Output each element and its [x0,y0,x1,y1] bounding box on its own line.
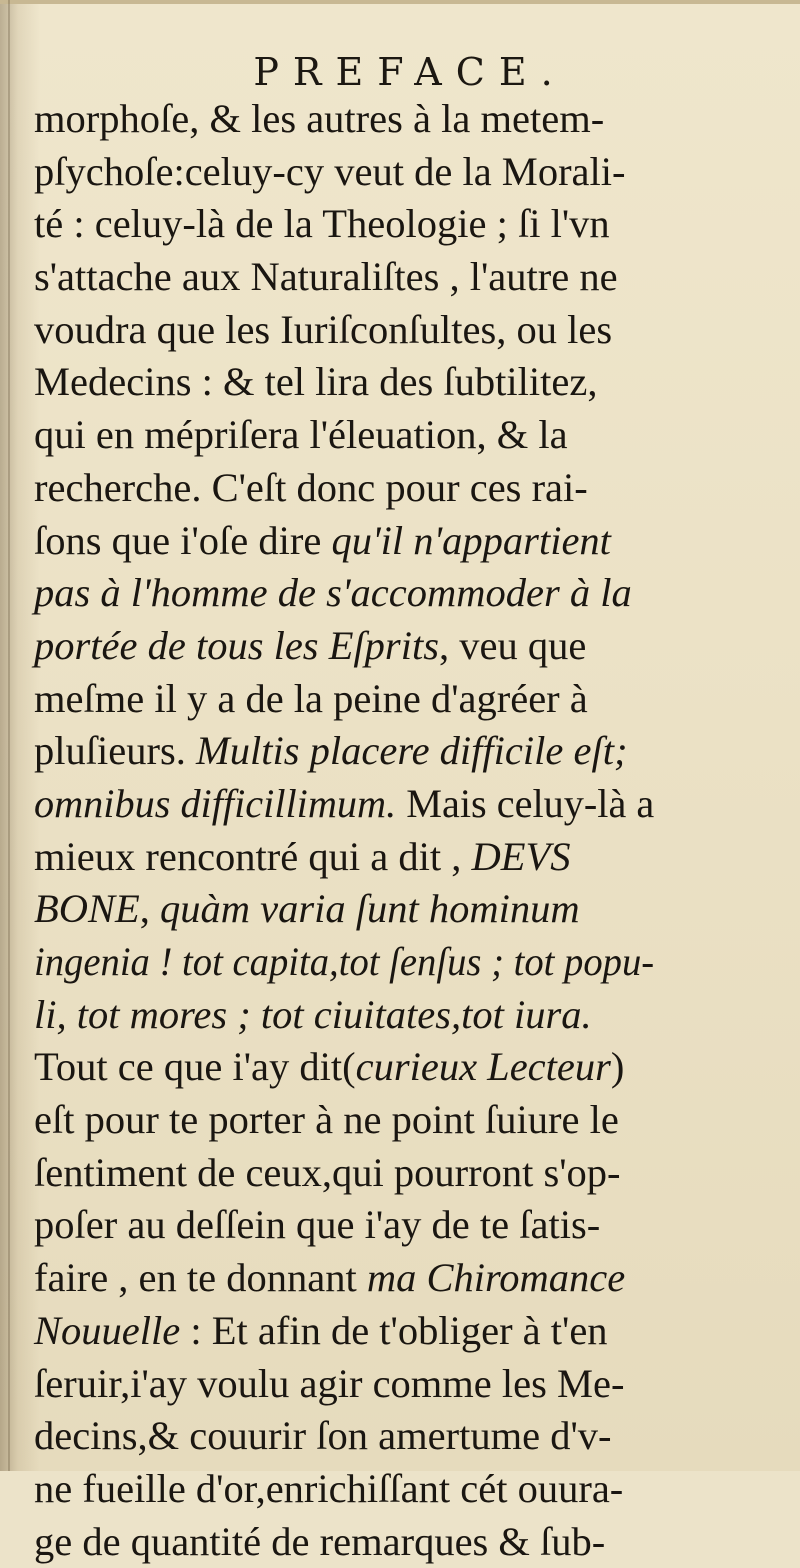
roman-span: faire , en te donnant [34,1255,367,1301]
text-line [34,1094,654,1147]
text-line [34,778,655,831]
text-line [34,409,654,462]
roman-span: meſme il y a de la peine d'agréer à [34,675,588,721]
roman-span: s'attache aux Naturaliſtes , l'autre ne [34,254,618,300]
text-line [34,936,655,989]
roman-span: , veu que [438,622,587,668]
text-line [34,462,654,515]
roman-span: ge de quantité de remarques & ſub- [34,1518,606,1564]
text-line [34,1305,654,1358]
text-line [34,198,654,251]
roman-span: ) [610,1044,625,1090]
italic-span: DEVS [471,833,571,879]
text-line [34,251,654,304]
text-line [34,356,654,409]
text-line [34,989,654,1042]
roman-span: ſentiment de ceux,qui pourront s'op- [34,1149,621,1195]
italic-span: Nouuelle [34,1307,181,1353]
text-line [34,146,654,199]
roman-span: té : celuy-là de la Theologie ; ſi l'vn [34,201,610,247]
roman-span: : Et afin de t'obliger à t'en [180,1307,608,1353]
roman-span: Tout ce que i'ay dit( [34,1044,356,1090]
text-line [34,567,654,620]
italic-span: Multis placere difficile eſt; [195,728,628,774]
roman-span: ſons que i'oſe dire [34,517,332,563]
italic-span: quàm varia ſunt hominum [160,886,580,932]
text-line [34,620,654,673]
roman-span: poſer au deſſein que i'ay de te ſatis- [34,1202,601,1248]
roman-span: , [139,886,160,932]
text-line [34,1199,654,1252]
italic-span: li, tot mores ; tot ciuitates,tot iura. [34,991,592,1037]
text-line [34,673,654,726]
roman-span: Medecins : & tel lira des ſubtilitez, [34,359,598,405]
italic-span: ingenia ! tot capita,tot ſenſus ; tot popu- [34,939,655,984]
text-line [34,515,654,568]
text-line [34,93,654,146]
text-line [34,1252,654,1305]
italic-span: qu'il n'appartient [331,517,611,563]
text-line [34,1147,654,1200]
roman-span: eſt pour te porter à ne point ſuiure le [34,1097,619,1143]
text-line [34,831,654,884]
roman-span: Mais celuy-là a [396,780,655,826]
italic-span: curieux Lecteur [355,1044,611,1090]
text-line [34,1516,654,1568]
italic-span: pas à l'homme de s'accommoder à la [34,570,632,616]
text-line [34,725,654,778]
roman-span: decins,& couurir ſon amertume d'v- [34,1413,612,1459]
text-line [34,1041,654,1094]
roman-span: voudra que les Iuriſconſultes, ou les [34,306,613,352]
roman-span: pluſieurs. [34,728,196,774]
roman-span: morphoſe, & les autres à la metem- [34,96,605,141]
text-line [34,1410,654,1463]
italic-span: portée de tous les Eſprits [34,622,439,668]
text-line [34,304,654,357]
page-top-edge [0,0,800,4]
italic-span: ma Chiromance [366,1255,626,1301]
page-gutter [8,0,10,1471]
running-header: PREFACE. [253,50,567,94]
roman-span: pſychoſe:celuy-cy veut de la Morali- [34,148,626,194]
roman-span: ſeruir,i'ay voulu agir comme les Me- [34,1360,625,1406]
roman-span: recherche. C'eſt donc pour ces rai- [34,464,588,510]
roman-span: ne fueille d'or,enrichiſſant cét ouura- [34,1465,624,1511]
body-text [34,93,654,1568]
italic-span: BONE [34,886,140,932]
roman-span: mieux rencontré qui a dit , [34,833,472,879]
roman-span: qui en mépriſera l'éleuation, & la [34,412,568,458]
text-line [34,1358,654,1411]
italic-span: omnibus difficillimum. [34,780,397,826]
text-line [34,883,654,936]
